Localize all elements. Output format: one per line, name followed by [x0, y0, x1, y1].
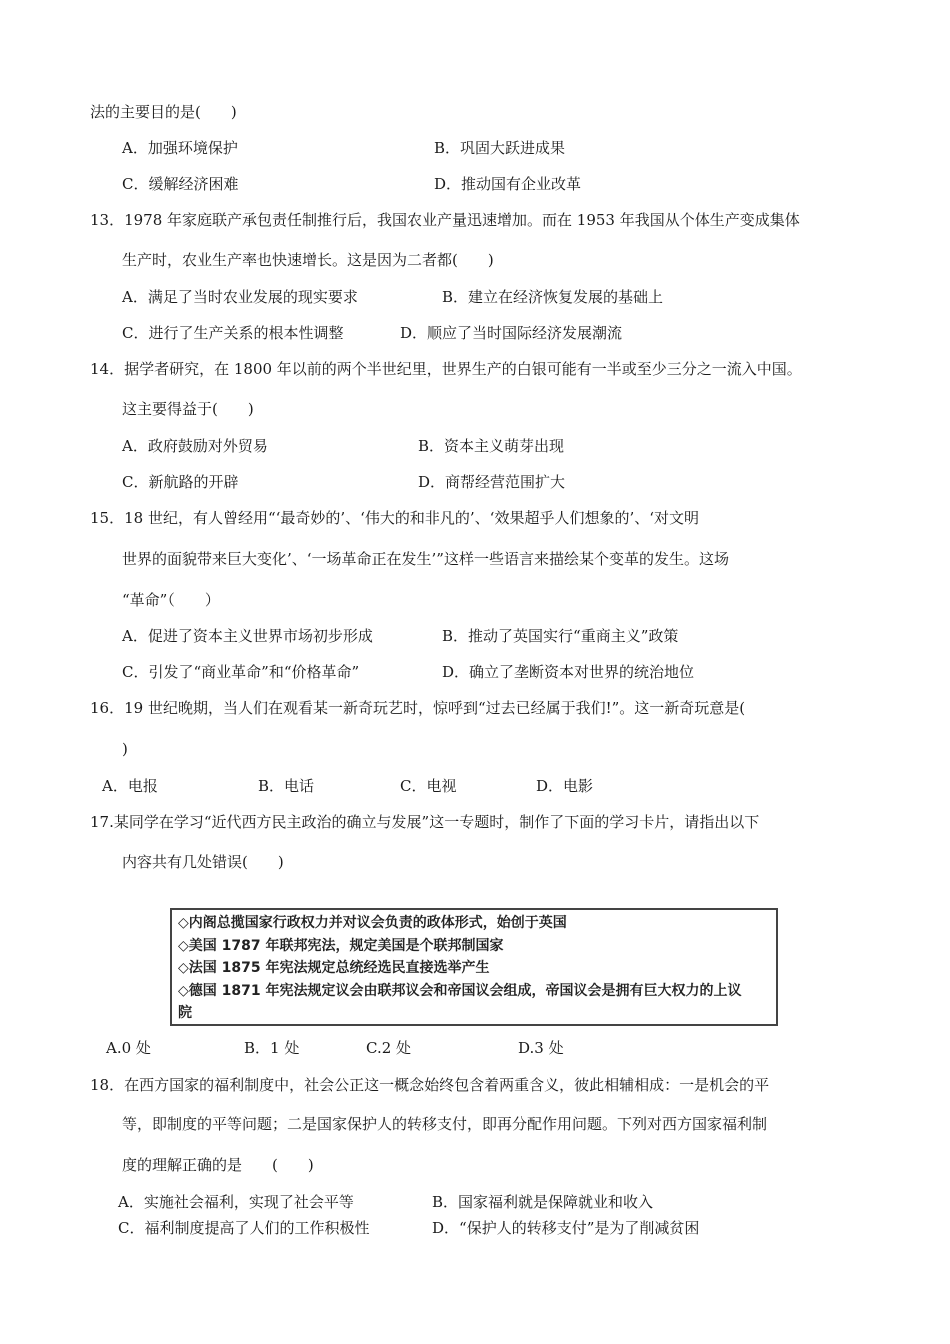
q13-stem-line2: 生产时，农业生产率也快速增长。这是因为二者都( ): [122, 251, 494, 269]
q18-option-b: B．国家福利就是保障就业和收入: [432, 1193, 654, 1211]
q12-option-c: C．缓解经济困难: [122, 175, 239, 193]
q18-option-c: C．福利制度提高了人们的工作积极性: [118, 1219, 370, 1237]
q12-stem: 法的主要目的是( ): [90, 103, 237, 121]
q12-option-b: B．巩固大跃进成果: [434, 139, 566, 157]
q12-option-d: D．推动国有企业改革: [434, 175, 582, 193]
q12-option-a: A．加强环境保护: [122, 139, 238, 157]
q13-option-b: B．建立在经济恢复发展的基础上: [442, 288, 664, 306]
q16-option-b: B．电话: [258, 777, 315, 795]
q15-option-c: C．引发了“商业革命”和“价格革命”: [122, 663, 360, 681]
q14-option-b: B．资本主义萌芽出现: [418, 437, 565, 455]
q13-option-a: A．满足了当时农业发展的现实要求: [122, 288, 358, 306]
q15-stem-line3: “革命”（ ）: [122, 591, 220, 609]
q14-stem-line1: 14．据学者研究，在 1800 年以前的两个半世纪里，世界生产的白银可能有一半或至少三分之一流入中国。: [90, 360, 802, 378]
q18-stem-line1: 18．在西方国家的福利制度中，社会公正这一概念始终包含着两重含义，彼此相辅相成：一是机会的平: [90, 1076, 770, 1094]
study-card-item: ◇美国 1787 年联邦宪法，规定美国是个联邦制国家: [178, 937, 504, 954]
study-card-item: ◇德国 1871 年宪法规定议会由联邦议会和帝国议会组成，帝国议会是拥有巨大权力的上议: [178, 982, 742, 999]
q18-stem-line2: 等，即制度的平等问题；二是国家保护人的转移支付，即再分配作用问题。下列对西方国家福利制: [122, 1115, 768, 1133]
q14-option-d: D．商帮经营范围扩大: [418, 473, 566, 491]
q18-option-d: D．“保护人的转移支付”是为了削减贫困: [432, 1219, 700, 1237]
q15-option-d: D．确立了垄断资本对世界的统治地位: [442, 663, 695, 681]
q17-option-b: B．1 处: [244, 1039, 300, 1057]
q13-stem-line1: 13．1978 年家庭联产承包责任制推行后，我国农业产量迅速增加。而在 1953 年我国从个体生产变成集体: [90, 211, 800, 229]
q15-option-a: A．促进了资本主义世界市场初步形成: [122, 627, 373, 645]
study-card-item: 院: [178, 1005, 192, 1021]
q17-option-d: D.3 处: [518, 1039, 564, 1057]
q14-stem-line2: 这主要得益于( ): [122, 400, 254, 418]
study-card-item: ◇内阁总揽国家行政权力并对议会负责的政体形式，始创于英国: [178, 915, 567, 931]
q16-option-d: D．电影: [536, 777, 594, 795]
q16-stem-line1: 16．19 世纪晚期，当人们在观看某一新奇玩艺时，惊呼到“过去已经属于我们!”。这一新奇玩意是(: [90, 699, 746, 717]
q14-option-a: A．政府鼓励对外贸易: [122, 437, 268, 455]
q18-option-a: A．实施社会福利，实现了社会平等: [118, 1193, 354, 1211]
q18-stem-line3: 度的理解正确的是 ( ): [122, 1156, 314, 1174]
study-card-item: ◇法国 1875 年宪法规定总统经选民直接选举产生: [178, 960, 490, 976]
q17-stem-line1: 17.某同学在学习“近代西方民主政治的确立与发展”这一专题时，制作了下面的学习卡片，请指出以下: [90, 813, 760, 831]
q17-option-a: A.0 处: [106, 1039, 151, 1057]
q17-option-c: C.2 处: [366, 1039, 412, 1057]
q16-option-a: A．电报: [102, 777, 158, 795]
q17-stem-line2: 内容共有几处错误( ): [122, 853, 284, 871]
q15-stem-line1: 15．18 世纪，有人曾经用“‘最奇妙的’、‘伟大的和非凡的’、‘效果超乎人们想象的’、‘对文明: [90, 509, 699, 527]
q13-option-d: D．顺应了当时国际经济发展潮流: [400, 324, 623, 342]
q16-stem-line2: ): [122, 740, 128, 758]
q14-option-c: C．新航路的开辟: [122, 473, 239, 491]
q15-stem-line2: 世界的面貌带来巨大变化’、‘一场革命正在发生’”这样一些语言来描绘某个变革的发生。这场: [122, 550, 729, 568]
q13-option-c: C．进行了生产关系的根本性调整: [122, 324, 344, 342]
q15-option-b: B．推动了英国实行“重商主义”政策: [442, 627, 679, 645]
q16-option-c: C．电视: [400, 777, 457, 795]
study-card: [170, 908, 778, 1026]
